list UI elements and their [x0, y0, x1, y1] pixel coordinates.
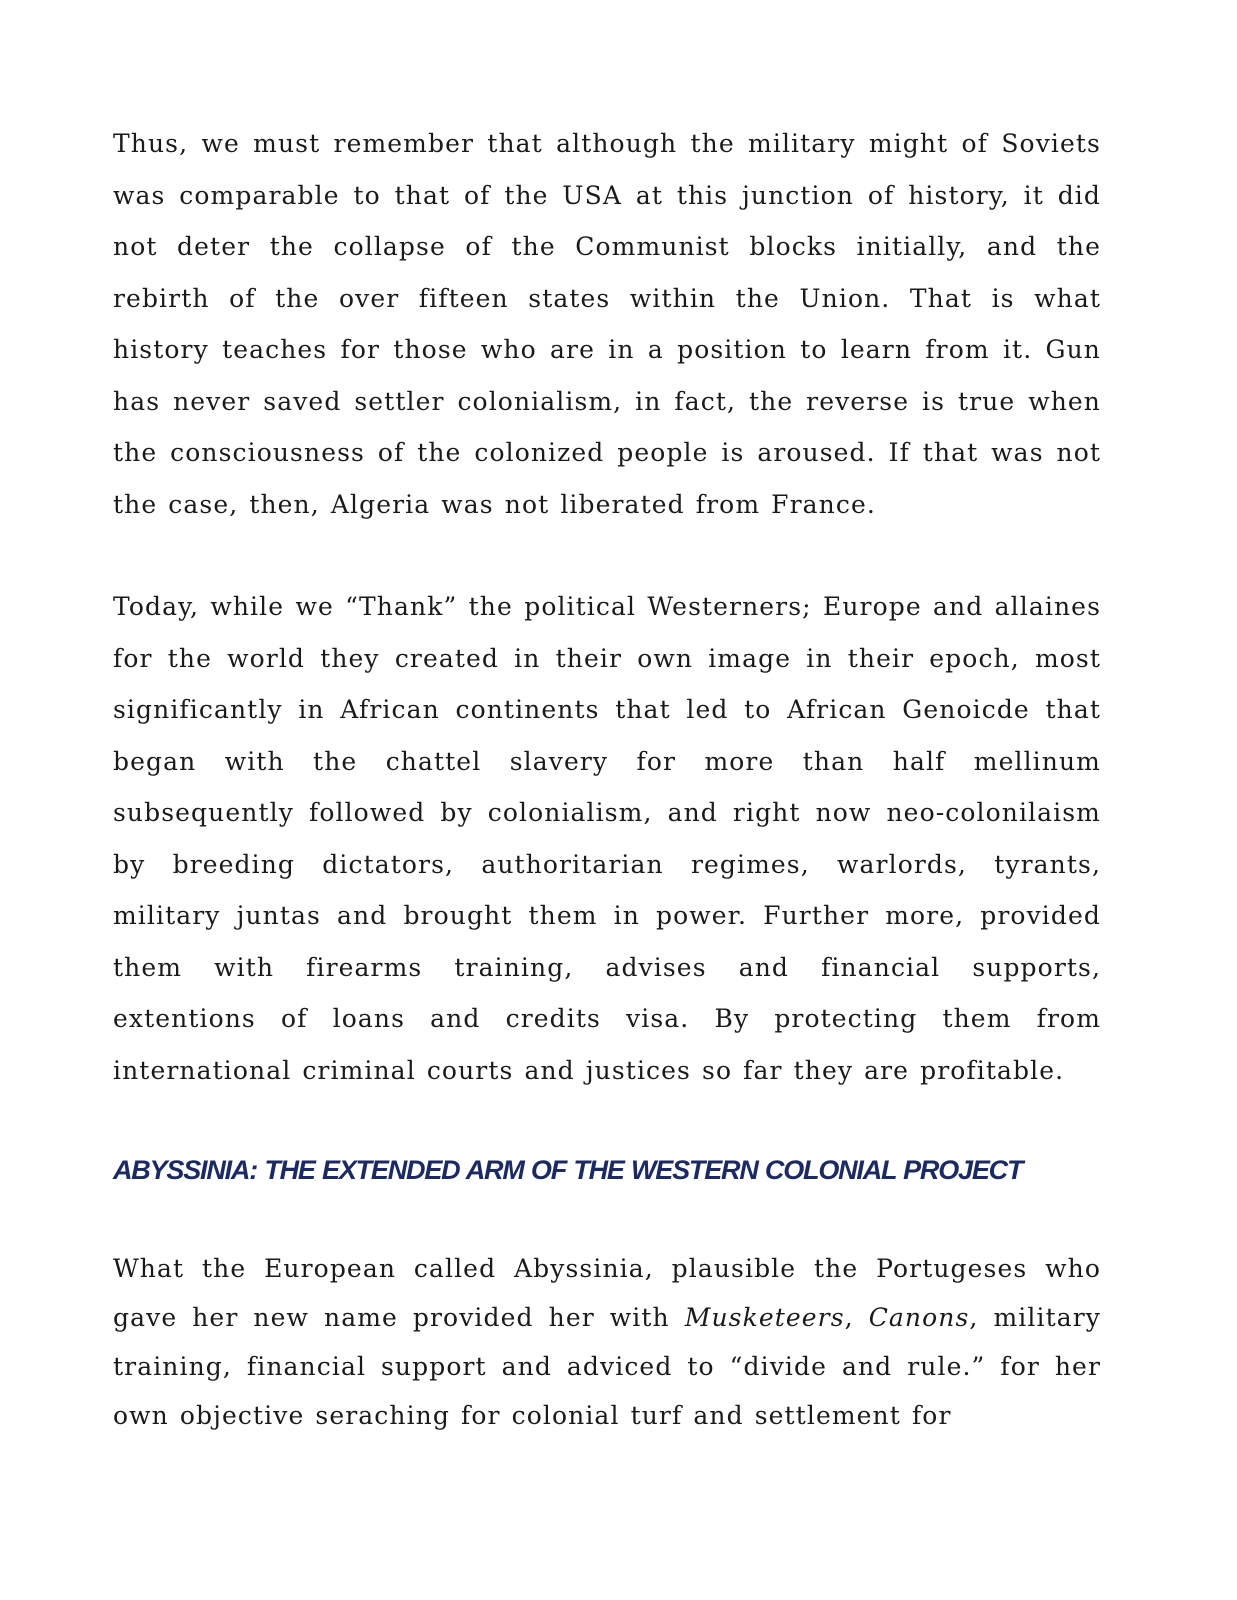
body-paragraph [113, 1244, 1101, 1440]
separator-text: , [844, 1303, 869, 1332]
body-paragraph: Thus, we must remember that although the military might of Soviets was comparable to that of the USA at this junction of history, it did not deter the collapse of the Communist blocks initially, and the rebirth of the over fifteen states within the Union. That is what history teaches for those who are in a position to learn from it. Gun has never saved settler colonialism, in fact, the reverse is true when the consciousness of the colonized people is aroused. If that was not the case, then, Algeria was not liberated from France. [113, 129, 1101, 519]
italic-term: Musketeers [684, 1303, 845, 1332]
document-page [113, 118, 1101, 1440]
italic-term: Canons [868, 1303, 970, 1332]
body-paragraph: Today, while we “Thank” the political Westerners; Europe and allaines for the world they created in their own image in their epoch, most significantly in African continents that led to African Genoicde that began with the chattel slavery for more than half mellinum subsequently followed by colonialism, and right now neo-colonilaism by breeding dictators, authoritarian regimes, warlords, tyrants, military juntas and brought them in power. Further more, provided them with firearms training, advises and financial supports, extentions of loans and credits visa. By protecting them from international criminal courts and justices so far they are profitable. [113, 592, 1101, 1085]
section-heading: ABYSSINIA: THE EXTENDED ARM OF THE WESTERN COLONIAL PROJECT [113, 1155, 1023, 1185]
paragraph-text: , military training, financial support and adviced to “divide and rule.” for her own objective seraching for colonial turf and settlement for [113, 1303, 1101, 1430]
paragraph-text: What the European called Abyssinia, plausible the Portugeses who gave her new name provided her with [113, 1254, 1101, 1332]
